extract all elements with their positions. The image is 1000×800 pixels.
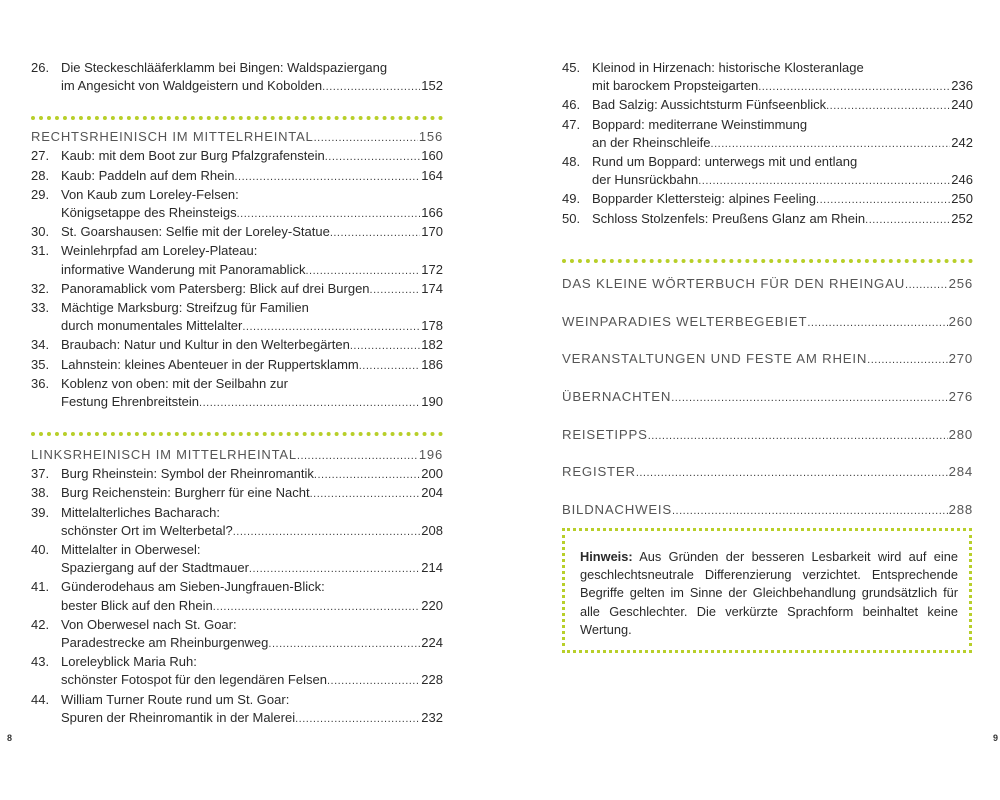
entry-title: Königsetappe des Rheinsteigs [61, 205, 237, 221]
leader-dots [297, 447, 418, 465]
leader-dots [330, 224, 420, 242]
entry-page: 182 [421, 337, 443, 353]
section-title: LINKSRHEINISCH IM MITTELRHEINTAL [31, 447, 297, 463]
entry-page: 200 [421, 466, 443, 482]
section-title: REISETIPPS [562, 426, 648, 442]
entry-number: 41. [31, 579, 50, 595]
toc-entry-line [31, 671, 443, 690]
entry-title: Burg Reichenstein: Burgherr für eine Nacht [61, 485, 310, 501]
toc-entry-line [562, 59, 973, 77]
leader-dots [233, 523, 421, 541]
entry-number: 40. [31, 542, 50, 558]
leader-dots [237, 205, 421, 223]
leader-dots [758, 78, 950, 96]
entry-number: 50. [562, 210, 581, 226]
entry-number: 44. [31, 691, 50, 707]
toc-entry[interactable] [562, 210, 973, 229]
entry-title: Bad Salzig: Aussichtsturm Fünfseenblick [592, 97, 827, 113]
section-page: 276 [948, 388, 973, 404]
entry-title: mit barockem Propsteigarten [592, 78, 759, 94]
entry-page: 250 [951, 191, 973, 207]
entry-number: 34. [31, 337, 50, 353]
toc-entry[interactable] [31, 280, 443, 299]
toc-entry[interactable] [31, 336, 443, 355]
leader-dots [350, 337, 420, 355]
toc-entry-line [31, 559, 443, 578]
section-list [562, 275, 973, 520]
section-title: ÜBERNACHTEN [562, 388, 672, 404]
section-page: 156 [418, 129, 443, 145]
toc-entry-line [31, 393, 443, 412]
leader-dots [249, 560, 420, 578]
entry-title: Mächtige Marksburg: Streifzug für Familien [61, 300, 309, 316]
leader-dots [698, 172, 950, 190]
leader-dots [807, 314, 947, 332]
section-page: 196 [418, 447, 443, 463]
toc-entry-line [562, 190, 973, 209]
entry-number: 35. [31, 356, 50, 372]
toc-entry[interactable] [31, 223, 443, 242]
entry-page: 170 [421, 224, 443, 240]
toc-entry-line [31, 356, 443, 375]
entry-number: 37. [31, 466, 50, 482]
section-page: 280 [948, 426, 973, 442]
toc-entry-line [562, 153, 973, 171]
entry-title: Panoramablick vom Patersberg: Blick auf drei Burgen [61, 280, 370, 296]
entry-title: Mittelalterliches Bacharach: [61, 504, 220, 520]
entry-page: 240 [951, 97, 973, 113]
entry-number: 38. [31, 485, 50, 501]
entry-title: schönster Fotospot für den legendären Felsen [61, 672, 327, 688]
leader-dots [359, 357, 421, 375]
leader-dots [325, 148, 421, 166]
leader-dots [242, 318, 420, 336]
toc-entry[interactable] [31, 653, 443, 690]
entry-title: durch monumentales Mittelalter [61, 318, 243, 334]
entry-page: 178 [421, 318, 443, 334]
toc-entry-line [31, 709, 443, 728]
section-heading[interactable] [562, 501, 973, 520]
entry-title: Rund um Boppard: unterwegs mit und entlang [592, 154, 858, 170]
toc-entry[interactable] [31, 375, 443, 412]
entry-number: 36. [31, 375, 50, 391]
leader-dots [213, 598, 421, 616]
leader-dots [327, 672, 420, 690]
entry-page: 252 [951, 210, 973, 226]
toc-entry-line [31, 77, 443, 96]
entry-number: 28. [31, 167, 50, 183]
toc-list-right [562, 59, 973, 229]
toc-entry-line [31, 375, 443, 393]
section-page: 256 [948, 275, 973, 291]
entry-title: Spuren der Rheinromantik in der Malerei [61, 709, 296, 725]
toc-entry-line [31, 616, 443, 634]
section-separator [31, 116, 443, 120]
toc-entry-line [31, 261, 443, 280]
entry-page: 224 [421, 635, 443, 651]
hint-label: Hinweis: [580, 549, 633, 564]
toc-entry-line [31, 317, 443, 336]
toc-entry-line [31, 504, 443, 522]
entry-title: Koblenz von oben: mit der Seilbahn zur [61, 375, 288, 391]
entry-title: Kaub: mit dem Boot zur Burg Pfalzgrafenstein [61, 148, 325, 164]
entry-title: Spaziergang auf der Stadtmauer [61, 560, 249, 576]
section-heading[interactable] [562, 388, 973, 407]
leader-dots [648, 427, 948, 445]
entry-page: 190 [421, 394, 443, 410]
entry-title: informative Wanderung mit Panoramablick [61, 261, 306, 277]
left-toc-column [31, 59, 443, 728]
entry-number: 47. [562, 116, 581, 132]
entry-title: im Angesicht von Waldgeistern und Kobolden [61, 78, 323, 94]
toc-entry-line [562, 96, 973, 115]
leader-dots [865, 211, 950, 229]
entry-page: 228 [421, 672, 443, 688]
hint-box [562, 528, 972, 653]
entry-number: 43. [31, 654, 50, 670]
entry-title: Weinlehrpfad am Loreley-Plateau: [61, 243, 258, 259]
toc-entry[interactable] [31, 616, 443, 653]
toc-entry-line [31, 299, 443, 317]
section-heading[interactable] [562, 350, 973, 369]
entry-title: Boppard: mediterrane Weinstimmung [592, 116, 808, 132]
entry-title: Festung Ehrenbreitstein [61, 394, 200, 410]
toc-entry[interactable] [562, 116, 973, 153]
section-heading[interactable] [562, 313, 973, 332]
toc-entry-line [31, 541, 443, 559]
toc-entry-line [31, 597, 443, 616]
entry-title: Braubach: Natur und Kultur in den Welterbegärten [61, 337, 350, 353]
toc-entry-line [31, 484, 443, 503]
toc-list-top [31, 59, 443, 96]
toc-entry-line [31, 634, 443, 653]
leader-dots [671, 389, 947, 407]
entry-number: 49. [562, 191, 581, 207]
entry-number: 39. [31, 504, 50, 520]
entry-title: Kaub: Paddeln auf dem Rhein [61, 167, 235, 183]
leader-dots [199, 394, 420, 412]
toc-entry-line [31, 59, 443, 77]
toc-entry-line [562, 210, 973, 229]
entry-page: 214 [421, 560, 443, 576]
toc-entry-line [31, 578, 443, 596]
entry-title: Von Kaub zum Loreley-Felsen: [61, 186, 239, 202]
entry-title: schönster Ort im Welterbetal? [61, 522, 233, 538]
toc-entry[interactable] [31, 242, 443, 279]
entry-number: 48. [562, 154, 581, 170]
section-title: REGISTER [562, 464, 636, 480]
toc-entry[interactable] [31, 504, 443, 541]
section-page: 288 [948, 501, 973, 517]
entry-number: 30. [31, 224, 50, 240]
entry-title: Von Oberwesel nach St. Goar: [61, 616, 237, 632]
leader-dots [268, 635, 420, 653]
section-separator [562, 259, 973, 263]
entry-number: 45. [562, 60, 581, 75]
toc-entry-line [31, 465, 443, 484]
section-heading-rechtsrheinisch[interactable] [31, 128, 443, 147]
entry-page: 164 [421, 167, 443, 183]
leader-dots [370, 281, 421, 299]
entry-title: Schloss Stolzenfels: Preußens Glanz am Rhein [592, 210, 866, 226]
entry-title: Burg Rheinstein: Symbol der Rheinromantik [61, 466, 314, 482]
entry-page: 172 [421, 261, 443, 277]
leader-dots [826, 97, 950, 115]
section-title: DAS KLEINE WÖRTERBUCH FÜR DEN RHEINGAU [562, 275, 906, 291]
entry-number: 42. [31, 616, 50, 632]
toc-entry-line [31, 653, 443, 671]
toc-entry-line [31, 522, 443, 541]
section-heading[interactable] [562, 426, 973, 445]
toc-entry[interactable] [31, 484, 443, 503]
hint-text [580, 548, 958, 639]
toc-entry-line [31, 147, 443, 166]
section-title: BILDNACHWEIS [562, 501, 672, 517]
toc-entry-line [31, 186, 443, 204]
leader-dots [314, 129, 418, 147]
entry-title: William Turner Route rund um St. Goar: [61, 691, 290, 707]
entry-title: Lahnstein: kleines Abenteuer in der Ruppertsklamm [61, 356, 359, 372]
entry-page: 246 [951, 172, 973, 188]
section-heading[interactable] [562, 463, 973, 482]
toc-entry[interactable] [562, 153, 973, 190]
toc-entry-line [562, 116, 973, 134]
entry-page: 160 [421, 148, 443, 164]
entry-title: Die Steckeschlääferklamm bei Bingen: Waldspaziergang [61, 60, 388, 75]
entry-title: Loreleyblick Maria Ruh: [61, 654, 197, 670]
entry-title: an der Rheinschleife [592, 134, 711, 150]
entry-number: 32. [31, 280, 50, 296]
entry-number: 33. [31, 300, 50, 316]
section-title: WEINPARADIES WELTERBEGEBIET [562, 313, 808, 329]
toc-list-linksrheinisch [31, 465, 443, 728]
toc-entry[interactable] [562, 59, 973, 96]
toc-entry[interactable] [31, 59, 443, 96]
toc-entry[interactable] [562, 96, 973, 115]
entry-title: St. Goarshausen: Selfie mit der Loreley-Statue [61, 224, 330, 240]
toc-entry-line [31, 691, 443, 709]
section-heading-linksrheinisch[interactable] [31, 446, 443, 465]
page-number-left: 8 [7, 733, 13, 743]
leader-dots [711, 135, 951, 153]
page-number-right: 9 [993, 733, 999, 743]
entry-page: 186 [421, 356, 443, 372]
entry-title: Mittelalter in Oberwesel: [61, 542, 201, 558]
toc-entry[interactable] [31, 541, 443, 578]
entry-page: 208 [421, 522, 443, 538]
right-page [500, 0, 1000, 800]
toc-entry-line [562, 171, 973, 190]
entry-title: bester Blick auf den Rhein [61, 597, 213, 613]
section-page: 270 [948, 351, 973, 367]
entry-page: 242 [951, 134, 973, 150]
toc-entry-line [562, 134, 973, 153]
leader-dots [816, 191, 950, 209]
toc-entry[interactable] [31, 167, 443, 186]
leader-dots [314, 466, 420, 484]
leader-dots [636, 464, 948, 482]
leader-dots [305, 262, 420, 280]
section-page: 284 [948, 464, 973, 480]
right-toc-column [562, 59, 973, 539]
entry-page: 166 [421, 205, 443, 221]
toc-entry-line [31, 223, 443, 242]
toc-entry[interactable] [31, 578, 443, 615]
entry-title: Paradestrecke am Rheinburgenweg [61, 635, 269, 651]
section-heading[interactable] [562, 275, 973, 294]
leader-dots [672, 502, 948, 520]
toc-entry-line [31, 204, 443, 223]
hint-body: Aus Gründen der besseren Lesbarkeit wird auf eine geschlechtsneutrale Differenzierung verzichtet. Entsprechende Begriffe gelten im Sinne der Gleichbehandlung grundsätzlich für alle Geschlechter. Die verkürzte Sprachform beinhaltet keine Wertung. [580, 549, 958, 637]
toc-list-rechtsrheinisch [31, 147, 443, 412]
section-page: 260 [948, 313, 973, 329]
leader-dots [234, 168, 420, 186]
entry-number: 29. [31, 186, 50, 202]
entry-page: 220 [421, 597, 443, 613]
toc-entry-line [31, 280, 443, 299]
entry-page: 174 [421, 280, 443, 296]
entry-number: 26. [31, 60, 50, 75]
entry-page: 236 [951, 78, 973, 94]
leader-dots [295, 710, 420, 728]
section-title: VERANSTALTUNGEN UND FESTE AM RHEIN [562, 351, 868, 367]
toc-entry[interactable] [31, 186, 443, 223]
toc-entry[interactable] [562, 190, 973, 209]
leader-dots [867, 351, 947, 369]
entry-title: der Hunsrückbahn [592, 172, 699, 188]
toc-entry-line [31, 167, 443, 186]
toc-entry[interactable] [31, 691, 443, 728]
toc-entry-line [31, 336, 443, 355]
entry-title: Günderodehaus am Sieben-Jungfrauen-Blick: [61, 579, 325, 595]
toc-entry[interactable] [31, 147, 443, 166]
leader-dots [322, 78, 420, 96]
entry-number: 27. [31, 148, 50, 164]
leader-dots [310, 485, 421, 503]
entry-title: Kleinod in Hirzenach: historische Klosteranlage [592, 60, 864, 75]
entry-page: 204 [421, 485, 443, 501]
entry-page: 152 [421, 78, 443, 94]
toc-entry[interactable] [31, 299, 443, 336]
section-title: RECHTSRHEINISCH IM MITTELRHEINTAL [31, 129, 314, 145]
toc-entry-line [31, 242, 443, 260]
toc-entry-line [562, 77, 973, 96]
entry-number: 46. [562, 97, 581, 113]
toc-entry[interactable] [31, 356, 443, 375]
section-separator [31, 432, 443, 436]
toc-entry[interactable] [31, 465, 443, 484]
entry-title: Bopparder Klettersteig: alpines Feeling [592, 191, 817, 207]
leader-dots [905, 276, 948, 294]
entry-number: 31. [31, 243, 50, 259]
entry-page: 232 [421, 709, 443, 725]
